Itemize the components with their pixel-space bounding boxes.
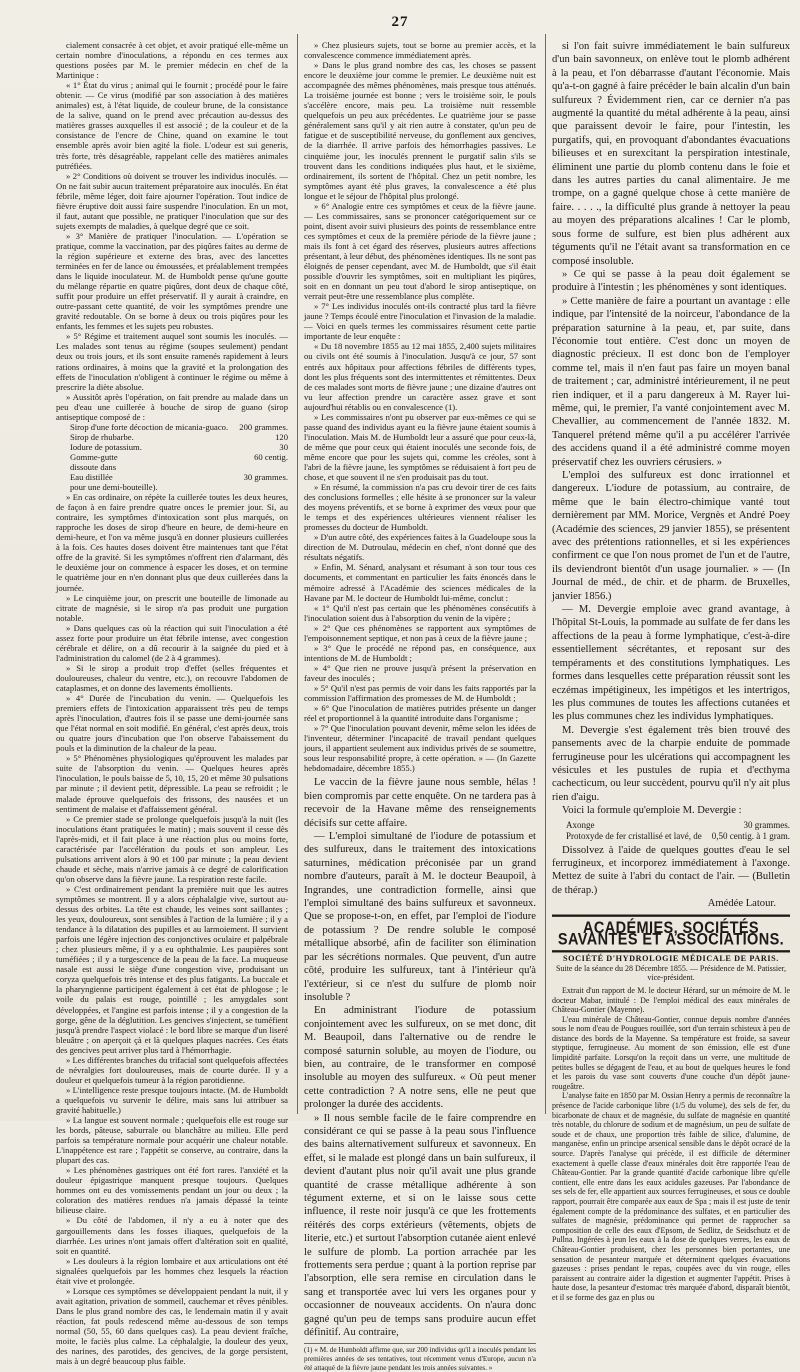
paragraph: Extrait d'un rapport de M. le docteur Hérard, sur un mémoire de M. le docteur Mabar, intitulé : De l'emploi médical des eaux minérales de Château-Gontier (Mayenne). [552, 985, 790, 1015]
author-signature: Amédée Latour. [707, 898, 776, 910]
paragraph: » 6° Que l'inoculation de matières putrides présente un danger réel et proportionnel à la quantité introduite dans l'organisme ; [304, 703, 536, 724]
recipe-row [56, 482, 288, 492]
recipe-quantity: 120 [275, 431, 288, 442]
paragraph: L'emploi des sulfureux est donc irrationnel et dangereux. L'iodure de potassium, au contraire, de même que le bain électro-chimique vanté tout dernièrement par MM. Morice, Vergnès et André Poey (Académie des sciences, 29 janvier 1855), se présentent avec des prétentions rationnelles, et si les expériences confirment ce que l'on nous promet de l'un et de l'autre, ils deviendront bientôt d'un usage journalier. » — (In Journal de méd., de chir. et de pharm. de Bruxelles, janvier 1856.) [552, 470, 790, 602]
recipe-quantity: 200 grammes. [239, 421, 288, 432]
paragraph: » 7° Que l'inoculation pouvant devenir, même selon les idées de l'inventeur, déterminer l'incapacité de travail pendant quelques jours, il appartient seulement aux individus privés de se soumettre, sous leur responsabilité propre, à cette opération. » — (In Gazette hebdomadaire, décembre 1855.) [304, 723, 536, 774]
recipe-ingredient: Axonge [566, 819, 595, 830]
recipe-row [56, 422, 288, 432]
paragraph: M. Devergie s'est également très bien trouvé des pansements avec de la charpie enduite de pommade ferrugineuse pour les ulcérations qui accompagnent les vésicules et les pustules de rupia et d'ecthyma cachecticum, ou leur succèdent, pourvu qu'il n'y ait plus rien d'aigu. [552, 724, 790, 803]
paragraph: » Il nous semble facile de le faire comprendre en considérant ce qui se passe à la peau sous l'influence des bains alternativement sulfureux et savonneux. En effet, si le malade est plongé dans un bain sulfureux, il devient d'autant plus noir qu'il avait une plus grande quantité de crasse métallique adhérente à son tégument externe, et si on le laisse sous cette influence, il reste noir jusqu'à ce que les frottements réitérés des corps extérieurs (vêtements, objets de literie, etc.) et surtout l'absorption cutanée aient enlevé le sulfure de plomb. La portion arrachée par les frottements sera perdue ; quant à la portion reprise par l'absorption, elle sera remise en circulation dans le sang et transportée avec lui vers les organes pour y occasionner de nouveaux accidents. On n'aura donc gagné qu'un peu de temps sans produire aucun effet définitif. Au contraire, [304, 1112, 536, 1339]
paragraph: si l'on fait suivre immédiatement le bain sulfureux d'un bain savonneux, on enlève tout le plomb adhérent à la peau, et l'on débarrasse d'autant l'économie. Mais qu'a-t-on gagné à faire précéder le bain alcalin d'un bain sulfureux ? Évidemment rien, car ce dernier n'a pas augmenté la quantité du métal adhérente à la peau, ainsi que paraissent devoir le faire, pour l'intestin, les purgatifs, qui, en provoquant d'abondantes évacuations bilieuses et en surexcitant la perspiration intestinale, éliminent une partie du plomb contenu dans le foie et dans les autres parties du canal alimentaire. Je me trompe, on a gagné quelque chose à cette manière de faire. . . . ., la difficulté plus grande à nettoyer la peau au moyen des préparations alcalines ! Car le plomb, sous forme de sulfure, est bien plus adhérent aux téguments qu'il ne l'était avant sa transformation en ce composé insoluble. [552, 41, 790, 267]
paragraph: » En résumé, la commission n'a pas cru devoir tirer de ces faits des conclusions formelles ; elle hésite à se prononcer sur la valeur des moyens préventifs, et se borne à exprimer des vœux pour que le temps et des expériences ultérieures viennent réaliser les promesses du docteur de Humboldt. [304, 482, 536, 533]
paragraph: » Les douleurs à la région lombaire et aux articulations ont été signalées quelquefois par les hommes chez lesquels la réaction était vive et prolongée. [56, 1255, 288, 1286]
recipe-row [56, 452, 288, 462]
paragraph: « Du 18 novembre 1855 au 12 mai 1855, 2,400 sujets militaires ou civils ont été soumis à l'inoculation. Jusqu'à ce jour, 57 sont entrés aux hôpitaux pour affections fébriles de différents types, dont les plus fréquents sont des intermittentes et rémittentes. Deux de ces malades sont morts de fièvre jaune ; une dizaine d'autres ont vu leur affection prendre un caractère assez grave et sont aujourd'hui rétablis ou en convalescence (1). [304, 341, 536, 412]
section-heading: ACADÉMIES, SOCIÉTÉS SAVANTES ET ASSOCIATIONS. [552, 914, 790, 952]
paragraph: » Les phénomènes gastriques ont été fort rares. l'anxiété et la douleur épigastrique manquent presque toujours. Quelques hommes ont eu des vomissements pendant un jour ou deux ; la coloration des matières rendues n'a jamais dépassé la teinte bilieuse claire. [56, 1165, 288, 1216]
column-right-instructions [552, 844, 790, 898]
paragraph: » 3° Que le procédé ne répond pas, en conséquence, aux intentions de M. de Humboldt ; [304, 642, 536, 663]
paragraph: » En cas ordinaire, on répète la cuillerée toutes les deux heures, de façon à en faire prendre quatre onces le premier jour. Si, au contraire, les symptômes d'intoxication sont plus marqués, on rapproche les doses de sirop d'heure en heure, de demi-heure en demi-heure, et l'on va même jusqu'à en donner plusieurs cuillerées à la fois. Ces hautes doses doivent être maintenues tant que l'état offre de la gravité. Si les symptômes n'offrent rien d'alarmant, dès le deuxième jour on commence à espacer les doses, et on termine le quatrième jour en n'en donnant plus que deux cuillerées dans la journée. [56, 492, 288, 593]
paragraph: » Enfin, M. Sénard, analysant et résumant à son tour tous ces documents, et commentant en particulier les faits énoncés dans le mémoire adressé à l'Académie des sciences médicales de la Havane par M. le docteur de Humboldt lui-même, conclut : [304, 562, 536, 603]
recipe-quantity: 30 [279, 441, 288, 452]
recipe-syrup-table [56, 422, 288, 492]
paragraph: » Cette manière de faire a pourtant un avantage : elle indique, par l'intensité de la noirceur, l'abondance de la préparation saturnine à la peau, et, par suite, dans l'économie tout entière. C'est donc un moyen de diagnostic précieux. Il est donc bon de l'employer comme tel, mais il n'en faut pas faire un moyen banal de traitement ; car, administré intérieurement, il ne peut rien indiquer, et il a paru dangereux à M. Rayer lui-même, qui, le premier, l'a vanté conjointement avec M. Chevallier, au commencement de l'année 1832. M. Tanquerel prétend même qu'il a pu accélérer l'arrivée des accidens quand il a été administré comme moyen préservatif chez les ouvriers cérusiers. » [552, 295, 790, 468]
recipe-ingredient: Eau distillée [70, 472, 113, 483]
recipe-quantity: 60 centig. [254, 451, 288, 462]
recipe-ointment-table [552, 820, 790, 842]
recipe-row [56, 432, 288, 442]
paragraph: » Si le sirop a produit trop d'effet (selles fréquentes et douloureuses, chaleur du ventre, etc.), on recouvre l'abdomen de cataplasmes, et on donne des lavements émollients. [56, 662, 288, 693]
paragraph: » 4° Que rien ne prouve jusqu'à présent la préservation en faveur des inoculés ; [304, 662, 536, 683]
paragraph: » 2° Conditions où doivent se trouver les individus inoculés. — On ne fait subir aucun traitement préparatoire aux inoculés. En état fébrile, même léger, doit faire ajourner l'opération. Tout indice de fièvre éruptive doit aussi faire suspendre l'inoculation. En un mot, il faut, autant que possible, ne pratiquer l'inoculation que sur des sujets exempts de maladies, à quelque degré que ce soit. [56, 170, 288, 231]
recipe-row [56, 442, 288, 452]
paragraph: cialement consacrée à cet objet, et avoir pratiqué elle-même un certain nombre d'inoculations, a répondu en ces termes aux questions posées par M. le premier médecin en chef de la Martinique : [56, 40, 288, 81]
column-left-paragraphs-continued [56, 492, 288, 1366]
recipe-row [56, 472, 288, 482]
recipe-ingredient: Gomme-gutte [70, 451, 118, 462]
paragraph: — M. Devergie emploie avec grand avantage, à l'hôpital St-Louis, la pommade au sulfate de fer dans les affections de la peau à forme lymphatique, c'est-à-dire essentiellement sécrétantes, et reposant sur des tempéraments et des constitutions lymphatiques. Les formes dans lesquelles cette préparation réussit sont les eczémas impétigineux, les impétigos et les intertrigos, les plus communes de toutes les affections cutanées et les plus communes chez les individus lymphatiques. [552, 604, 790, 723]
paragraph: Le vaccin de la fièvre jaune nous semble, hélas ! bien compromis par cette enquête. On ne tardera pas à recevoir de la Havane même des renseignements décisifs sur cette affaire. [304, 777, 536, 829]
paragraph: » 2° Que ces phénomènes se rapportent aux symptômes de l'empoisonnement septique, et non pas à ceux de la fièvre jaune ; [304, 622, 536, 643]
paragraph: » D'un autre côté, des expériences faites à la Guadeloupe sous la direction de M. Dutroulau, médecin en chef, n'ont donné que des résultats négatifs. [304, 532, 536, 563]
recipe-ingredient: Sirop d'une forte décoction de micania-guaco. [70, 421, 229, 432]
paragraph: Dissolvez à l'aide de quelques gouttes d'eau le sel ferrugineux, et incorporez immédiatement à l'axonge. Mettez de suite à l'abri du contact de l'air. — (Bulletin de thérap.) [552, 844, 790, 896]
recipe-quantity [232, 482, 288, 492]
society-report [552, 986, 790, 1303]
column-right-article [552, 40, 790, 818]
recipe-quantity: 30 grammes. [743, 819, 790, 830]
recipe-row [56, 462, 288, 472]
society-heading: SOCIÉTÉ D'HYDROLOGIE MÉDICALE DE PARIS. [563, 953, 779, 963]
paragraph: » 6° Analogie entre ces symptômes et ceux de la fièvre jaune. — Les commissaires, sans se prononcer catégoriquement sur ce point, disent avoir suivi plusieurs des points de ressemblance entre ces symptômes et ceux de la première période de la fièvre jaune ; mais ils font à cet égard des réserves, plusieurs autres affections présentant, à leur début, des phénomènes identiques. Ils ne sont pas éloignés de penser cependant, avec M. de Humboldt, que s'il était possible d'ouvrir les symptômes, soit en multipliant les piqûres, soit en en donnant un peu tout d'abord le sirop antiseptique, on verrait peut-être une ressemblance plus complète. [304, 200, 536, 302]
footnote: (1) « M. de Humboldt affirme que, sur 200 individus qu'il a inoculés pendant les premières années de ses tentatives, tout récemment venus d'Europe, aucun n'a été attaqué de la fièvre jaune pendant les trois années suivantes. » [304, 1343, 536, 1372]
paragraph: » Lorsque ces symptômes se développaient pendant la nuit, il y avait agitation, privation de sommeil, cauchemar et rêves pénibles. Dans le plus grand nombre des cas, le lendemain matin il y avait réaction, fat pouls redescend même au-dessous de son temps normal (50, 55, 60 dans quelques cas). La peau devient fraîche, moite, le faciès plus calme. La céphalalgie, la douleur des yeux, des narines, des parotides, des gencives, de la gorge persistent, mais à un degré beaucoup plus faible. [56, 1285, 288, 1367]
recipe-row [552, 831, 790, 842]
paragraph: » Chez plusieurs sujets, tout se borne au premier accès, et la convalescence commence immédiatement après. [304, 40, 536, 61]
column-left [56, 40, 288, 1367]
column-middle-article [304, 776, 536, 1339]
recipe-quantity [232, 462, 288, 472]
column-right [552, 40, 790, 1302]
paragraph: L'eau minérale de Château-Gontier, connue depuis nombre d'années sous le nom d'eau de Pougues rouillée, sort d'un terrain schisteux à peu de distance des bords de la Mayenne. Sa température est froide, sa saveur styptique, ferrugineuse. Au moment de son émission, elle est d'une limpidité parfaite. Lorsqu'on la reçoit dans un verre, une multitude de petites bulles se dégagent de l'eau, et au bout de quelques heures le fond et les parois du vase sont couverts d'une couche d'un dépôt jaune-rougeâtre. [552, 1014, 790, 1091]
paragraph: » Aussitôt après l'opération, on fait prendre au malade dans un peu d'eau une cuillerée à bouche de sirop de guano (sirop antiseptique composé de : [56, 391, 288, 422]
society-session: Suite de la séance du 28 Décembre 1855. — Présidence de M. Patissier, vice-président. [555, 963, 787, 983]
paragraph: » La langue est souvent normale ; quelquefois elle est rouge sur les bords, pâteuse, saburrale ou blanchâtre au milieu. Elle perd parfois sa température normale pour acquérir une chaleur notable. L'inappétence est rare ; l'appétit se conserve, au contraire, dans la plupart des cas. [56, 1115, 288, 1166]
paragraph: » 5° Régime et traitement auquel sont soumis les inoculés. — Les malades sont tenus au régime (soupes seulement) pendant deux ou trois jours, et ils sont ensuite ramenés rapidement à leurs rations ordinaires, à moins que la gravité et la prolongation des effets de l'inoculation n'obligent à continuer le régime ou même à prescrire la diète absolue. [56, 331, 288, 392]
paragraph: » Le cinquième jour, on prescrit une bouteille de limonade au citrate de magnésie, si le sirop n'a pas produit une purgation notable. [56, 592, 288, 623]
paragraph: » Les différentes branches du trifacial sont quelquefois affectées de névralgies fort douloureuses, mais de courte durée. Il y a douleur et quelquefois tumeur à la région parotidienne. [56, 1054, 288, 1085]
paragraph: » Dans le plus grand nombre des cas, les choses se passent encore le deuxième jour comme le premier. Le deuxième nuit est accompagnée des mêmes phénomènes, mais presque tous atténués. La troisième journée est bonne ; vers le troisième soir, le pouls s'accélère encore, mais peu. La troisième nuit ressemble quelquefois un peu aux précédentes. Le quatrième jour se passe généralement sans qu'il y ait rien autre à constater, qu'un peu de fatigue et de susceptibilité nerveuse, du gonflement aux gencives, de la diarrhée. Il arrive parfois des hémorrhagies passives. Le cinquième jour, les inoculés prennent le purgatif salin s'ils se trouvent dans les conditions indiquées plus haut, et le sixième, ordinairement, ils sortent de l'hôpital. Chez un petit nombre, les symptômes ayant été plus graves, la convalescence a été plus longue et le séjour de l'hôpital plus prolongé. [304, 60, 536, 201]
recipe-ingredient: Iodure de potassium. [70, 441, 142, 452]
paragraph: » C'est ordinairement pendant la première nuit que les autres symptômes se montrent. Il y a alors céphalalgie vive, surtout au-dessus des orbites. La tête est chaude, les veines sont saillantes ; les yeux, douloureux, sont sensibles à l'action de la lumière ; il y a tendance à la dilatation des pupilles et au larmoiement. Il survient parfois une légère injection des conjonctives oculaire et palpébrale ; chez plusieurs même, il y a eu ophthalmie. Les paupières sont tuméfiées ; il y a turgescence de la peau de la face. La muqueuse nasale est aussi le siège d'une congestion vive, produisant un coryza quelquefois très intense et des plus fatigants. La buccale et la pharyngienne participent également à cet état de phlogose ; le voile du palais est rouge, pointillé ; les amygdales sont développées, et l'angine est parfois intense ; il y a congestion de la gorge, gêne de la déglutition. Les gencives s'injectent, se tuméfient jusqu'à prendre l'aspect violacé : le bord libre se marque d'un liseré bleuâtre ; on aperçoit çà et là quelques plaques nacrées. Ces états des gencives peut arriver plus tard à l'hémorrhagie. [56, 883, 288, 1055]
paragraph: » Ce qui se passe à la peau doit également se produire à l'intestin ; les phénomènes y sont identiques. [552, 268, 790, 294]
paragraph: « 1° État du virus ; animal qui le fournit ; procédé pour le faire obtenir. — Ce virus (modifié par son association à des matières animales) est, à l'état liquide, de couleur brune, de la consistance de la salive, quand on le prend avec précaution au-dessus des matières grasses auxquelles il est associé ; de la couleur et de la consistance de l'encre de Chine, quand on examine le tout ensemble après avoir bien agité la fiole. L'odeur est sui generis, très forte, très désagréable, rappelant celle des matières animales putréfiées. [56, 80, 288, 171]
paragraph: » 5° Phénomènes physiologiques qu'éprouvent les malades par suite de l'absorption du venin. — Quelques heures après l'inoculation, le pouls baisse de 5, 10, 15, 20 et même 30 pulsations par minute ; il devient petit, dépressible. La peau se refroidit ; le malade éprouve quelquefois des frissons, des nausées et un sentiment de malaise et d'affaissement général. [56, 753, 288, 814]
paragraph: » Les commissaires n'ont pu observer par eux-mêmes ce qui se passe quand des individus ayant eu la fièvre jaune étaient soumis à l'inoculation. Mais M. de Humboldt leur a assuré que pour ceux-là, de même que pour ceux qui étaient inoculés une seconde fois, de même encore que pour les sujets qui, comme les créoles, sont à l'abri de la fièvre jaune, les symptômes se réduisaient à fort peu de chose, et que souvent il ne s'en produisait pas du tout. [304, 411, 536, 483]
column-rule-right [545, 34, 546, 1114]
paragraph: » Ce premier stade se prolonge quelquefois jusqu'à la nuit (les inoculations étant pratiquées le matin) ; mais souvent il cesse dès l'après-midi, et il fait place à une réaction plus ou moins forte, caractérisée par l'accélération du pouls et son ampleur. Les pulsations arrivent alors à 90 et 100 par minute ; la peau devient chaude et sèche, mais n'arrive jamais à ce degré de calorification qu'on observe dans la fièvre jaune. La respiration reste facile. [56, 813, 288, 884]
column-middle [304, 40, 536, 1372]
paragraph: L'analyse faite en 1850 par M. Ossian Henry a permis de reconnaître la présence de l'acide carbonique libre (1/5 du volume), des sels de fer, du bicarbonate de chaux et de magnésie, du sulfate de magnésie en quantité très notable, du chlorure de sodium et de magnésium, un peu de sulfate de soude et de chaux, une proportion très faible de silice, d'alumine, de manganèse, enfin un principe arsenical sensible dans le dépôt ocracé de la source. D'après l'analyse qui précède, il est difficile de déterminer exactement à quelle classe d'eaux minérales doit être rapportée l'eau de Château-Gontier. Par la grande quantité d'acide carbonique libre qu'elle contient, elle entre dans les eaux acidules gazeuses. Par l'abondance de ses sels de fer, elle appartient aux sources ferrugineuses, et sous ce double rapport, pourrait être comparée aux eaux de Spa ; mais il est juste de tenir également compte de la prédominance des sulfates, et en particulier des sulfates de magnésie, prédominance qui permet de rapprocher sa composition de celle des eaux d'Epsom, de Sedlitz, de Seidschutz et de Pullna. Ingérées à jeun les eaux à la dose de quelques verres, les eaux de Château-Gontier produisent, chez les personnes bien portantes, une sensation de pesanteur marquée et déterminent quelques évacuations gazeuses : prises pendant le repas, coupées avec du vin rouge, elles paraissent au contraire aider la digestion et augmenter l'appétit. Prises à haute dose, la pesanteur d'estomac très marquée d'abord, disparaît bientôt, et il se forme des gaz en plus ou [552, 1091, 790, 1302]
column-rule-left [297, 34, 298, 1114]
recipe-ingredient: dissoute dans [70, 461, 117, 472]
paragraph: Voici la formule qu'emploie M. Devergie : [562, 805, 742, 817]
column-left-paragraphs [56, 40, 288, 422]
paragraph: » 3° Manière de pratiquer l'inoculation. — L'opération se pratique, comme la vaccination, par des piqûres faites au derme de la région supérieure et externe des bras, avec des lancettes terminées en fer de lance ou émoussées, et préalablement trempées dans le liquide inoculateur. M. de Humboldt pense qu'une goutte du mélange répartie en quatre piqûres, dont deux de chaque côté, suffit pour produire un effet préservatif. Il y aurait à craindre, en outre-passant cette quantité, de voir les symptômes prendre une gravité redoutable. On se borne à deux ou trois piqûres pour les enfants, les femmes et les sujets peu robustes. [56, 230, 288, 332]
paragraph: « 1° Qu'il n'est pas certain que les phénomènes consécutifs à l'inoculation soient dus à l'absorption du venin de la vipère ; [304, 602, 536, 623]
page-number: 27 [391, 14, 409, 30]
paragraph: — L'emploi simultané de l'iodure de potassium et des sulfureux, dans le traitement des intoxications saturnines, médication préconisée par un grand nombre d'auteurs, paraît à M. le docteur Beaupoil, à Ingrandes, une contradiction formelle, ainsi que l'emploi simultané des bains sulfureux et savonneux. Que se propose-t-on, en effet, par l'emploi de l'iodure de potassium ? De rendre soluble le composé métallique absorbé, afin de faciliter son élimination par les sécrétions normales. Que peuvent, d'un autre côté, produire les sulfureux, tant à l'intérieur qu'à l'extérieur, si ce n'est du sulfure de plomb noir insoluble ? [304, 831, 536, 1003]
paragraph: » 5° Qu'il n'est pas permis de voir dans les faits rapportés par la commission l'affirmation des promesses de M. de Humboldt ; [304, 683, 536, 704]
recipe-row [552, 820, 790, 831]
recipe-ingredient: pour une demi-bouteille). [70, 482, 158, 493]
recipe-quantity: 0,50 centig. à 1 gram. [711, 830, 790, 841]
recipe-ingredient: Protoxyde de fer cristallisé et lavé, de [566, 830, 702, 841]
paragraph: » Dans quelques cas où la réaction qui suit l'inoculation a été assez forte pour produire un état fébrile intense, avec congestion cérébrale et délire, on a dû recourir à la saignée du pied et à l'administration du calomel (de 2 à 4 grammes). [56, 622, 288, 663]
paragraph: » 4° Durée de l'incubation du venin. — Quelquefois les premiers effets de l'intoxication apparaissent très peu de temps après l'inoculation, d'autres fois il se passe une demi-journée sans que l'état normal en soit modifié. En général, c'est après deux, trois ou quatre jours d'incubation que l'on observe l'abaissement du pouls et la diminution de la chaleur de la peau. [56, 693, 288, 754]
column-middle-report [304, 40, 536, 773]
recipe-quantity: 30 grammes. [243, 472, 288, 483]
paragraph: » Du côté de l'abdomen, il n'y a eu à noter que des gargouillements dans les fosses iliaques, quelquefois de la diarrhée. Les urines n'ont jamais offert d'altération soit en qualité, soit en quantité. [56, 1215, 288, 1256]
paragraph: » L'intelligence reste presque toujours intacte. (M. de Humboldt a quelquefois vu survenir le délire, mais sans lui attribuer sa gravité habituelle.) [56, 1084, 288, 1115]
paragraph: » 7° Les individus inoculés ont-ils contracté plus tard la fièvre jaune ? Temps écoulé entre l'inoculation et l'invasion de la maladie. — Voici en quels termes les commissaires résument cette partie importante de leur enquête : [304, 301, 536, 342]
paragraph: En administrant l'iodure de potassium conjointement avec les sulfureux, on se met donc, dit M. Beaupoil, dans l'alternative ou de rendre le composé saturnin soluble, au moyen de l'iodure, ou bien, au contraire, de le transformer en composé insoluble au moyen des sulfureux. « Où peut mener cette contradiction ? A notre sens, elle ne peut que prolonger la durée des accidents. [304, 1005, 536, 1111]
recipe-ingredient: Sirop de rhubarbe. [70, 431, 134, 442]
